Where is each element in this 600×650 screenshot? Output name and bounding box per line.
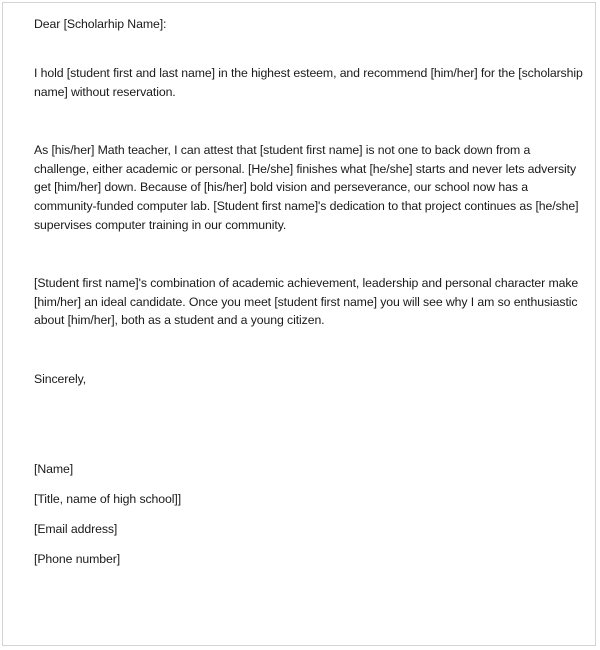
paragraph-line: about [him/her], both as a student and a young citizen. bbox=[34, 313, 325, 328]
closing bbox=[34, 370, 569, 389]
signature-title-line: [Title, name of high school]] bbox=[34, 492, 182, 506]
closing-line: Sincerely, bbox=[34, 372, 87, 386]
signature-phone bbox=[34, 550, 569, 569]
paragraph-line: [Student first name]'s combination of academic achievement, leadership and personal character make bbox=[34, 276, 579, 290]
signature-name-line: [Name] bbox=[34, 462, 74, 476]
signature-name bbox=[34, 460, 569, 479]
paragraph-line: As [his/her] Math teacher, I can attest that [student first name] is not one to back down from a bbox=[34, 143, 531, 157]
paragraph-line: I hold [student first and last name] in the highest esteem, and recommend [him/her] for the [scholarship bbox=[34, 66, 583, 80]
paragraph-summary bbox=[34, 274, 579, 330]
signature-email-line: [Email address] bbox=[34, 522, 118, 536]
paragraph-line: name] without reservation. bbox=[34, 84, 176, 99]
salutation-line: Dear [Scholarhip Name]: bbox=[34, 17, 167, 31]
paragraph-line: challenge, either academic or personal. [He/she] finishes what [he/she] starts and never lets adversity bbox=[34, 161, 576, 176]
signature-email bbox=[34, 520, 569, 539]
paragraph-line: [him/her] an ideal candidate. Once you meet [student first name] you will see why I am so enthusiastic bbox=[34, 294, 578, 309]
paragraph-line: get [him/her] down. Because of [his/her] bold vision and perseverance, our school now has a bbox=[34, 180, 528, 195]
paragraph-character bbox=[34, 141, 579, 235]
paragraph-line: community-funded computer lab. [Student first name]'s dedication to that project continues as [he/she] bbox=[34, 199, 579, 214]
signature-phone-line: [Phone number] bbox=[34, 552, 121, 566]
salutation bbox=[34, 15, 569, 34]
signature-title bbox=[34, 490, 569, 509]
letter-page bbox=[2, 2, 596, 646]
paragraph-line: supervises computer training in our community. bbox=[34, 217, 287, 232]
paragraph-recommendation bbox=[34, 64, 583, 101]
